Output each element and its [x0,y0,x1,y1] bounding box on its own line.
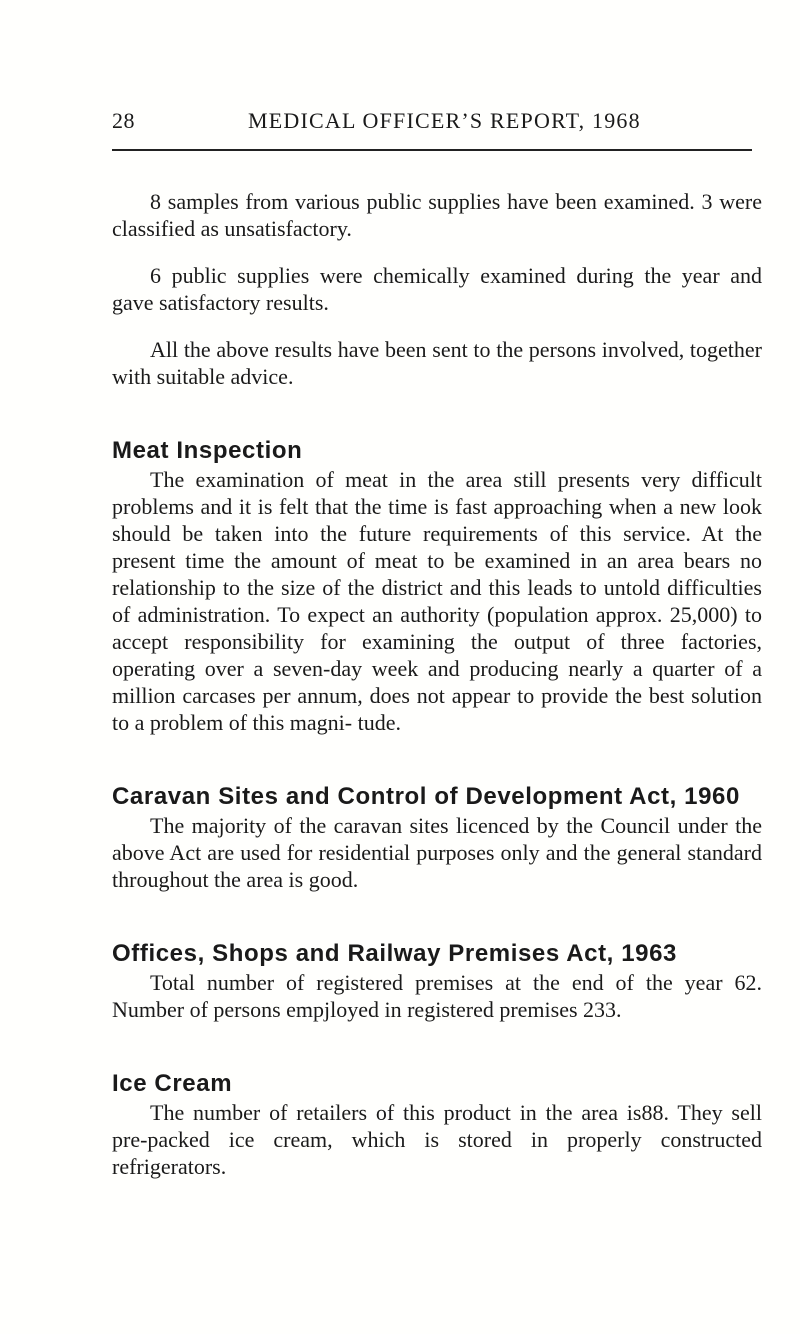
intro-paragraph-samples: 8 samples from various public supplies have been examined. 3 were classified as unsatisfactory. [112,189,762,241]
running-title: MEDICAL OFFICER’S REPORT, 1968 [248,108,641,133]
section-paragraph: Total number of registered premises at the end of the year 62. Number of persons empjloyed in registered premises 233. [112,970,762,1022]
section-paragraph: The number of retailers of this product in the area is88. They sell pre-packed ice cream, which is stored in properly constructed refrigerators. [112,1100,762,1179]
section-heading: Caravan Sites and Control of Development Act, 1960 [112,783,740,810]
document-body [112,188,762,1180]
section-heading: Ice Cream [112,1070,233,1097]
page-number: 28 [112,108,135,133]
section-heading: Meat Inspection [112,437,303,464]
section-ice-cream [112,1069,762,1180]
section-meat-inspection [112,436,762,736]
intro-paragraph-advice: All the above results have been sent to the persons involved, together with suitable advice. [112,337,762,389]
intro-paragraph-chemical: 6 public supplies were chemically examined during the year and gave satisfactory results. [112,263,762,315]
page-header [112,100,752,140]
section-caravan-sites [112,782,762,893]
section-heading: Offices, Shops and Railway Premises Act, 1963 [112,940,678,967]
header-rule [112,149,752,151]
section-offices-shops [112,939,762,1023]
section-paragraph: The majority of the caravan sites licenced by the Council under the above Act are used for residential purposes only and the general standard throughout the area is good. [112,813,762,892]
section-paragraph: The examination of meat in the area still presents very difficult problems and it is felt that the time is fast approaching when a new look should be taken into the future requirements of this service. At the present time the amount of meat to be examined in an area bears no relationship to the size of the district and this leads to untold difficulties of administration. To expect an authority (population approx. 25,000) to accept responsibility for examining the output of three factories, operating over a seven-day week and producing nearly a quarter of a million carcases per annum, does not appear to provide the best solution to a problem of this magni- tude. [112,467,762,735]
